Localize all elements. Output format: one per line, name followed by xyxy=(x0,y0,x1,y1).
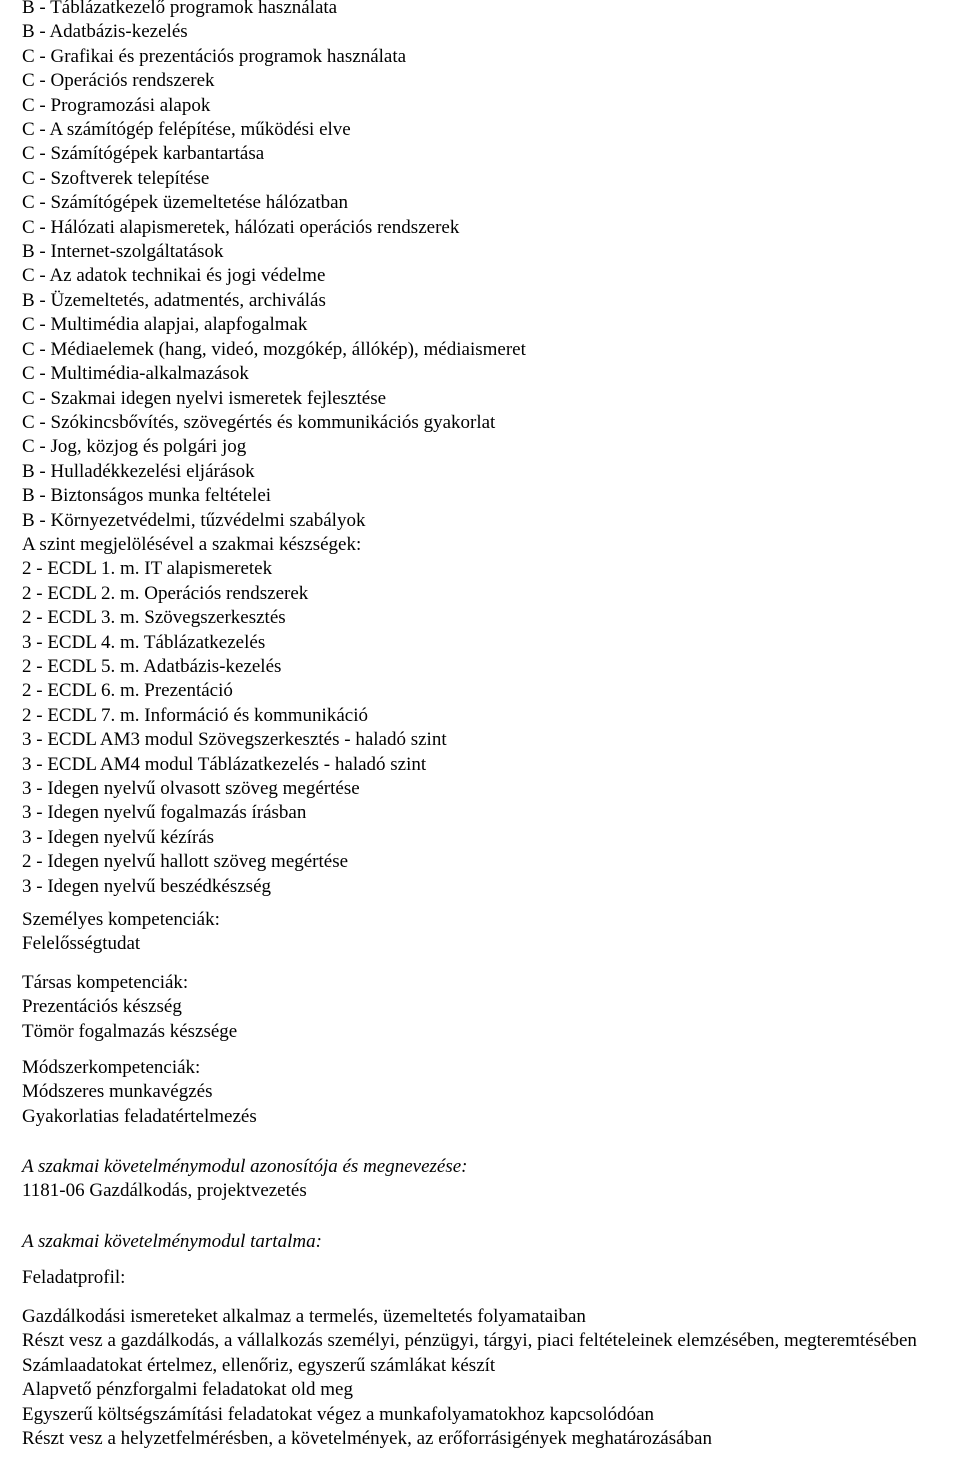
list-item: C - Hálózati alapismeretek, hálózati operációs rendszerek xyxy=(22,216,460,238)
list-item: 2 - ECDL 3. m. Szövegszerkesztés xyxy=(22,607,286,629)
list-item: A szint megjelölésével a szakmai készségek: xyxy=(22,533,362,555)
list-item: B - Biztonságos munka feltételei xyxy=(22,485,272,507)
list-item: 2 - ECDL 7. m. Információ és kommunikáció xyxy=(22,704,368,726)
list-item: Alapvető pénzforgalmi feladatokat old meg xyxy=(22,1379,353,1401)
list-item: C - A számítógép felépítése, működési elve xyxy=(22,119,351,141)
list-item: B - Adatbázis-kezelés xyxy=(22,21,188,43)
list-item: C - Grafikai és prezentációs programok használata xyxy=(22,45,407,67)
skills-list xyxy=(0,0,526,899)
list-item: 3 - ECDL 4. m. Táblázatkezelés xyxy=(22,631,266,653)
list-item: Gazdálkodási ismereteket alkalmaz a termelés, üzemeltetés folyamataiban xyxy=(22,1306,586,1327)
list-item: C - Számítógépek karbantartása xyxy=(22,143,265,165)
list-item: B - Internet-szolgáltatások xyxy=(22,241,224,263)
list-item: Részt vesz a helyzetfelmérésben, a követelmények, az erőforrásigények meghatározásában xyxy=(22,1428,712,1450)
list-item: C - Számítógépek üzemeltetése hálózatban xyxy=(22,192,349,214)
list-item: 2 - Idegen nyelvű hallott szöveg megértése xyxy=(22,851,349,873)
list-item: B - Hulladékkezelési eljárások xyxy=(22,460,255,482)
list-item: Gyakorlatias feladatértelmezés xyxy=(22,1105,257,1127)
module-id-value: 1181-06 Gazdálkodás, projektvezetés xyxy=(22,1180,307,1202)
module-content-heading: A szakmai követelménymodul tartalma: xyxy=(22,1231,322,1252)
list-item: 3 - Idegen nyelvű olvasott szöveg megértése xyxy=(22,778,360,799)
list-item: 3 - ECDL AM3 modul Szövegszerkesztés - haladó szint xyxy=(22,729,447,751)
list-item: Prezentációs készség xyxy=(22,996,182,1018)
list-item: Módszeres munkavégzés xyxy=(22,1081,213,1103)
task-profile xyxy=(0,1266,125,1290)
module-identification xyxy=(0,1155,468,1204)
list-item: C - Médiaelemek (hang, videó, mozgókép, állókép), médiaismeret xyxy=(22,338,526,360)
list-item: 2 - ECDL 6. m. Prezentáció xyxy=(22,680,233,702)
social-competencies xyxy=(0,971,237,1044)
list-item: C - Programozási alapok xyxy=(22,94,211,116)
list-item: C - Multimédia alapjai, alapfogalmak xyxy=(22,314,308,336)
list-item: C - Jog, közjog és polgári jog xyxy=(22,436,247,458)
module-content xyxy=(0,1230,322,1254)
section-heading: Társas kompetenciák: xyxy=(22,972,189,993)
list-item: B - Táblázatkezelő programok használata xyxy=(22,0,338,18)
list-item: C - Multimédia-alkalmazások xyxy=(22,363,249,385)
list-item: C - Szakmai idegen nyelvi ismeretek fejlesztése xyxy=(22,387,387,409)
task-profile-heading: Feladatprofil: xyxy=(22,1267,126,1288)
list-item: 2 - ECDL 5. m. Adatbázis-kezelés xyxy=(22,655,282,677)
list-item: Számlaadatokat értelmez, ellenőriz, egyszerű számlákat készít xyxy=(22,1354,496,1376)
list-item: 2 - ECDL 2. m. Operációs rendszerek xyxy=(22,582,309,604)
section-heading: Módszerkompetenciák: xyxy=(22,1057,201,1078)
list-item: C - Operációs rendszerek xyxy=(22,70,215,92)
section-heading: Személyes kompetenciák: xyxy=(22,909,220,930)
list-item: Részt vesz a gazdálkodás, a vállalkozás személyi, pénzügyi, tárgyi, piaci feltételeinek elemzésében, megteremtésében xyxy=(22,1330,917,1352)
personal-competencies xyxy=(0,908,220,957)
list-item: 3 - ECDL AM4 modul Táblázatkezelés - haladó szint xyxy=(22,753,427,775)
module-id-heading: A szakmai követelménymodul azonosítója és megnevezése: xyxy=(22,1156,468,1177)
list-item: 3 - Idegen nyelvű kézírás xyxy=(22,826,215,848)
list-item: Egyszerű költségszámítási feladatokat végez a munkafolyamatokhoz kapcsolódóan xyxy=(22,1403,655,1425)
list-item: B - Környezetvédelmi, tűzvédelmi szabályok xyxy=(22,509,366,531)
list-item: 2 - ECDL 1. m. IT alapismeretek xyxy=(22,558,273,580)
list-item: 3 - Idegen nyelvű fogalmazás írásban xyxy=(22,802,307,824)
list-item: Felelősségtudat xyxy=(22,933,141,955)
list-item: C - Szókincsbővítés, szövegértés és kommunikációs gyakorlat xyxy=(22,411,496,433)
task-list xyxy=(0,1305,960,1451)
list-item: B - Üzemeltetés, adatmentés, archiválás xyxy=(22,289,326,311)
list-item: C - Az adatok technikai és jogi védelme xyxy=(22,265,326,287)
list-item: Tömör fogalmazás készsége xyxy=(22,1020,238,1042)
list-item: 3 - Idegen nyelvű beszédkészség xyxy=(22,875,272,897)
method-competencies xyxy=(0,1056,257,1129)
list-item: C - Szoftverek telepítése xyxy=(22,167,210,189)
